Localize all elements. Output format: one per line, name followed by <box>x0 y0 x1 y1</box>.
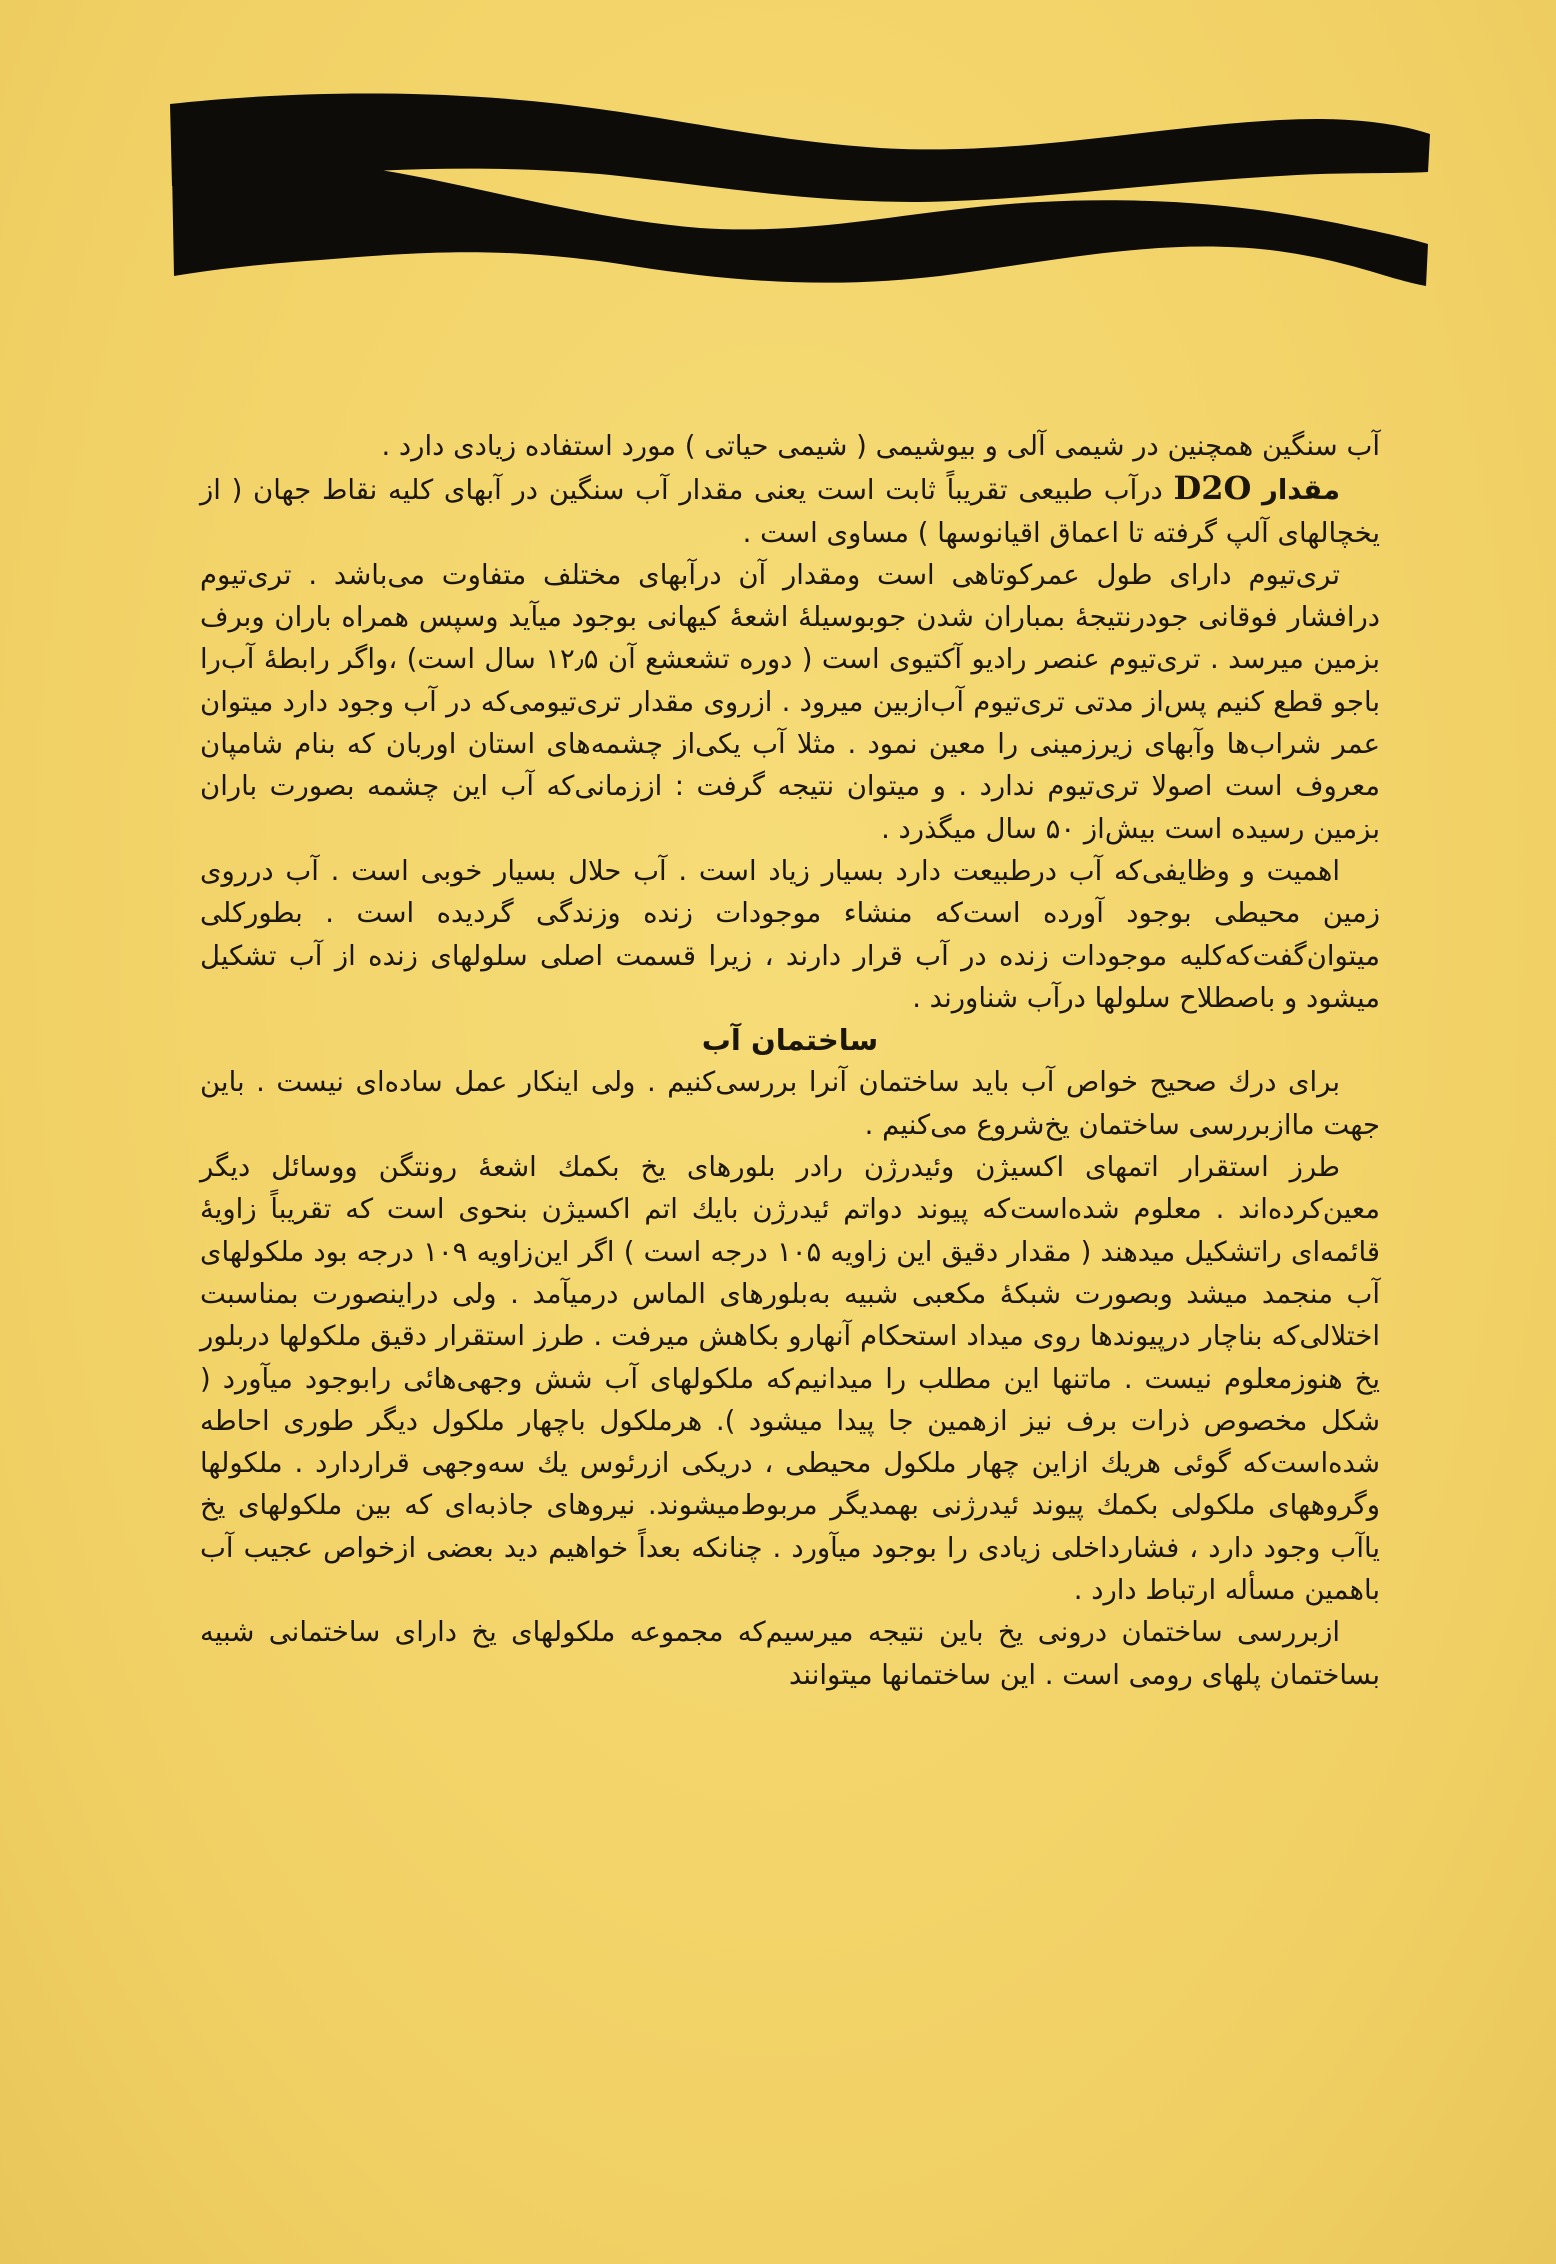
paragraph-3: تری‌تیوم دارای طول عمرکوتاهی است ومقدار آن درآبهای مختلف متفاوت می‌باشد . تری‌تیوم درافشار فوقانی جودرنتیجهٔ بمباران شدن جوبوسیلهٔ اشعهٔ کیهانی بوجود میآید وسپس همراه باران وبرف بزمین میرسد . تری‌تیوم عنصر رادیو آکتیوی است ( دوره تشعشع آن ۱۲٫۵ سال است) ،واگر رابطهٔ آب‌را باجو قطع کنیم پس‌از مدتی تری‌تیوم آب‌ازبین میرود . ازروی مقدار تری‌تیومی‌که در آب وجود دارد میتوان عمر شراب‌ها وآبهای زیرزمینی را معین نمود . مثلا آب یکی‌از چشمه‌های استان اوربان که بنام شامپان معروف است اصولا تری‌تیوم ندارد . و میتوان نتیجه گرفت : اززمانی‌که آب این چشمه بصورت باران بزمین رسیده است بیش‌از ۵۰ سال میگذرد . <box>200 558 1380 845</box>
article-text <box>200 425 1380 1696</box>
paragraph-5: برای درك صحیح خواص آب باید ساختمان آنرا بررسی‌کنیم . ولی اینکار عمل ساده‌ای نیست . باین جهت ماازبررسی ساختمان یخ‌شروع می‌کنیم . <box>200 1066 1380 1141</box>
paragraph-2-text: درآب طبیعی تقریباً ثابت است یعنی مقدار آب سنگین در آبهای کلیه نقاط جهان ( از یخچالهای آلپ گرفته تا اعماق اقیانوسها ) مساوی است . <box>200 474 1380 549</box>
paragraph-4: اهمیت و وظایفی‌که آب درطبیعت دارد بسیار زیاد است . آب حلال بسیار خوبی است . آب درروی زمین محیطی بوجود آورده است‌که منشاء موجودات زنده وزندگی گردیده است . بطورکلی میتوان‌گفت‌که‌کلیه موجودات زنده در آب قرار دارند ، زیرا قسمت اصلی سلولهای زنده از آب تشکیل میشود و باصطلاح سلولها درآب شناورند . <box>200 854 1380 1014</box>
paragraph-6: طرز استقرار اتمهای اکسیژن وئیدرژن رادر بلورهای یخ بکمك اشعهٔ رونتگن ووسائل دیگر معین‌کرده‌اند . معلوم شده‌است‌که پیوند دواتم ئیدرژن بایك اتم اکسیژن بنحوی است که تقریباً زاویهٔ قائمه‌ای راتشکیل میدهند ( مقدار دقیق این زاویه ۱۰۵ درجه است ) اگر این‌زاویه ۱۰۹ درجه بود ملکولهای آب منجمد میشد وبصورت شبکهٔ مکعبی شبیه به‌بلورهای الماس درمیآمد . ولی دراینصورت بمناسبت اختلالی‌که بناچار درپیوندها روی میداد استحکام آنهارو بکاهش میرفت . طرز استقرار دقیق ملکولها دربلور یخ هنوزمعلوم نیست . ماتنها این مطلب را میدانیم‌که ملکولهای آب شش وجهی‌هائی رابوجود میآورد ( شکل مخصوص ذرات برف نیز ازهمین جا پیدا میشود ). هرملکول باچهار ملکول دیگر طوری احاطه شده‌است‌که گوئی هریك ازاین چهار ملکول محیطی ، دریکی ازرئوس یك سه‌وجهی قراردارد . ملکولها وگروههای ملکولی بکمك پیوند ئیدرژنی بهمدیگر مربوط‌میشوند. نیروهای جاذبه‌ای که بین ملکولهای یخ یاآب وجود دارد ، فشارداخلی زیادی را بوجود میآورد . چنانکه بعداً خواهیم دید بعضی ازخواص عجیب آب باهمین مسأله ارتباط دارد . <box>200 1151 1380 1607</box>
paragraph-7: ازبررسی ساختمان درونی یخ باین نتیجه میرسیم‌که مجموعه ملکولهای یخ دارای ساختمانی شبیه بساختمان پلهای رومی است . این ساختمانها میتوانند <box>200 1616 1380 1691</box>
paragraph-1: آب سنگین همچنین در شیمی آلی و بیوشیمی ( شیمی حیاتی ) مورد استفاده زیادی دارد . <box>381 430 1380 462</box>
paragraph-2-prefix: مقدار <box>1262 474 1340 507</box>
section-heading: ساختمان آب <box>701 1023 879 1058</box>
paragraph-2 <box>200 467 1380 554</box>
d2o-formula: D2O <box>1173 469 1252 508</box>
wave-banner-ornament <box>160 90 1440 290</box>
